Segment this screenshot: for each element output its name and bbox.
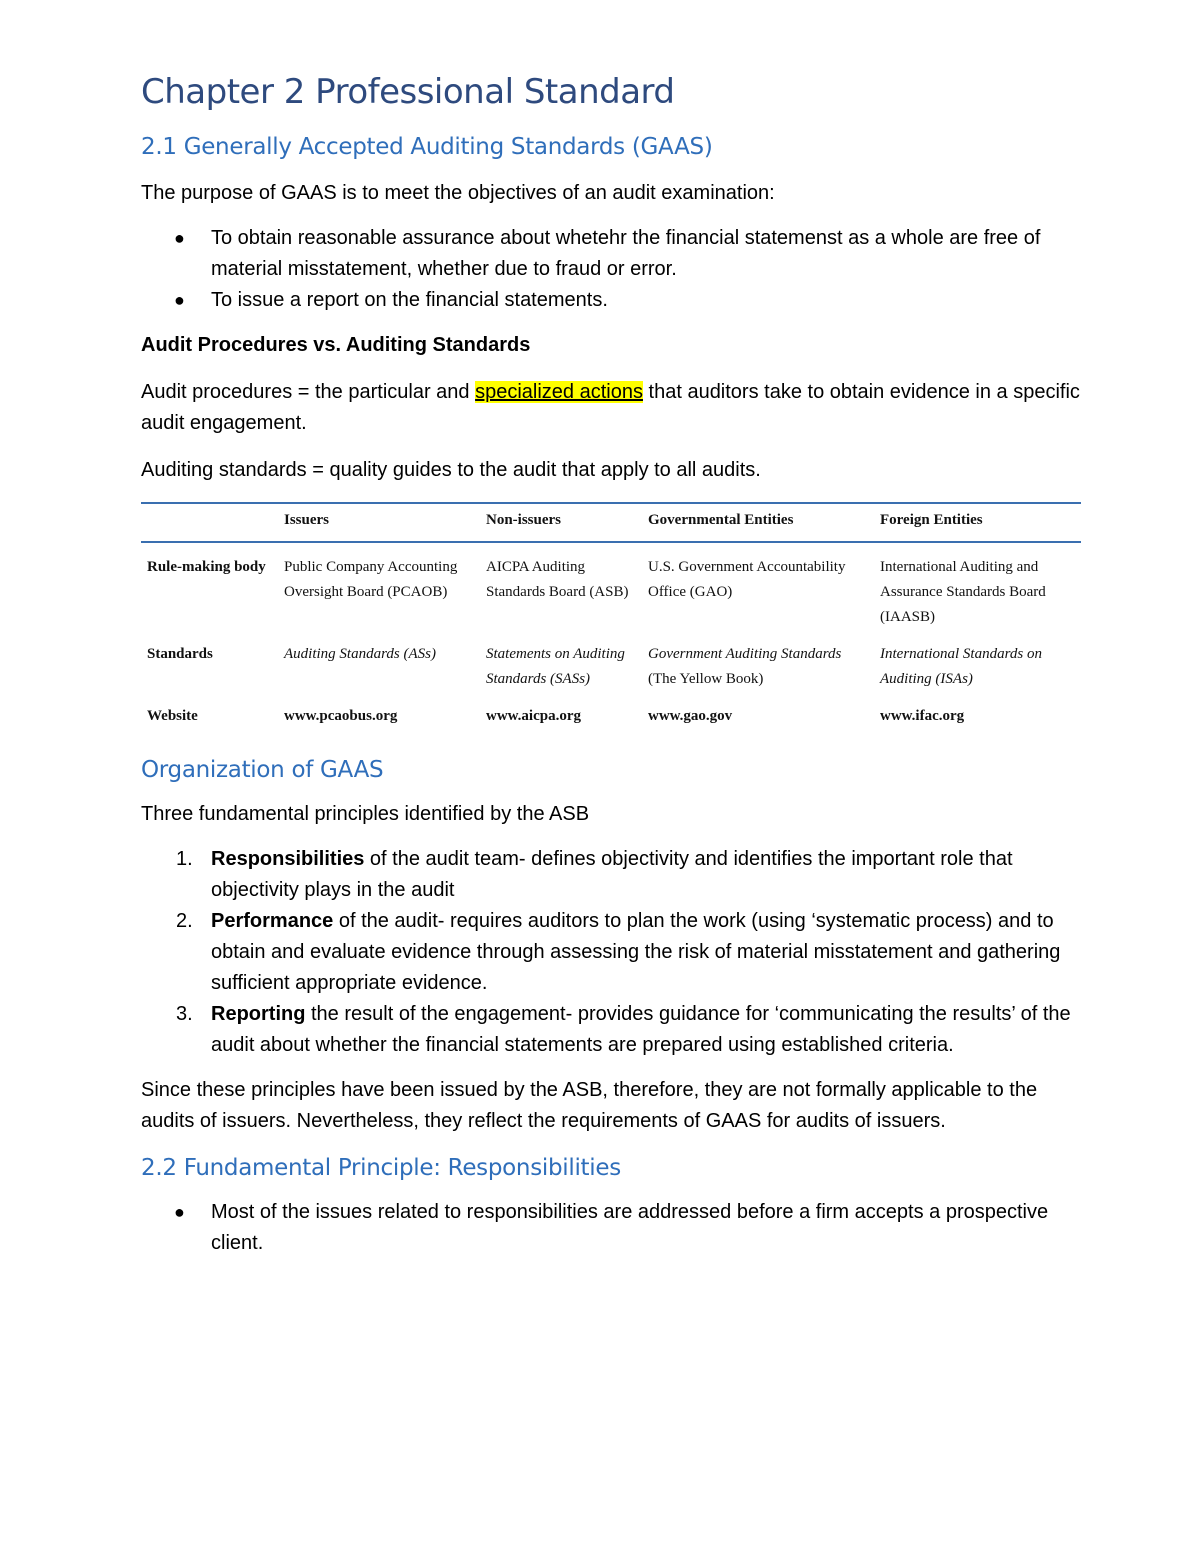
responsibilities-bullet-list: [141, 1197, 1081, 1259]
table-header-cell: Foreign Entities: [874, 503, 1081, 542]
principle-term: Performance: [211, 910, 334, 932]
standards-table: [141, 502, 1081, 735]
table-row: [141, 636, 1081, 698]
section-organization-heading: Organization of GAAS: [141, 757, 384, 783]
bullet-icon: ●: [174, 228, 185, 248]
website-link[interactable]: www.aicpa.org: [486, 708, 581, 724]
list-item: [141, 285, 1081, 316]
section-2-2-heading: 2.2 Fundamental Principle: Responsibilities: [141, 1155, 621, 1181]
list-item-text: Most of the issues related to responsibilities are addressed before a firm accepts a prospective client.: [211, 1201, 1049, 1254]
principle-term: Responsibilities: [211, 848, 365, 870]
procedures-definition-end: that auditors take to obtain evidence in a specific audit engagement.: [141, 381, 1080, 434]
chapter-title: Chapter 2 Professional Standard: [141, 72, 675, 112]
table-cell: International Standards on Auditing (ISAs): [880, 646, 1042, 687]
bullet-icon: ●: [174, 1202, 185, 1222]
table-header-cell: Non-issuers: [480, 503, 642, 542]
website-link[interactable]: www.pcaobus.org: [284, 708, 398, 724]
procedures-definition-start: Audit procedures = the particular and: [141, 381, 476, 403]
row-label: Rule-making body: [147, 559, 266, 575]
list-item-text: To obtain reasonable assurance about whetehr the financial statemenst as a whole are free of material misstatement, whether due to fraud or error.: [211, 227, 1041, 280]
bullet-icon: ●: [174, 290, 185, 310]
list-number: 3.: [176, 1003, 193, 1025]
table-cell: Statements on Auditing Standards (SASs): [486, 646, 625, 687]
principles-list: [141, 844, 1081, 1061]
list-item: [141, 844, 1081, 906]
table-row: [141, 542, 1081, 636]
page-content: [141, 72, 1081, 1259]
list-item: [141, 223, 1081, 285]
table-header-cell: Governmental Entities: [642, 503, 874, 542]
purpose-bullet-list: [141, 223, 1081, 316]
table-row: [141, 698, 1081, 735]
row-label: Standards: [147, 646, 213, 662]
list-item-text: To issue a report on the financial statements.: [211, 289, 608, 311]
table-cell: AICPA Auditing Standards Board (ASB): [486, 559, 629, 600]
table-cell: U.S. Government Accountability Office (GAO): [648, 559, 846, 600]
table-header-cell: [141, 503, 278, 542]
table-header-row: [141, 503, 1081, 542]
principle-term: Reporting: [211, 1003, 306, 1025]
section-2-1-heading: 2.1 Generally Accepted Auditing Standards (GAAS): [141, 134, 713, 160]
list-item: [141, 906, 1081, 999]
list-item: [141, 999, 1081, 1061]
table-cell: International Auditing and Assurance Standards Board (IAASB): [880, 559, 1046, 625]
organization-intro: Three fundamental principles identified by the ASB: [141, 803, 590, 825]
table-cell: Auditing Standards (ASs): [284, 646, 436, 662]
table-cell-note: (The Yellow Book): [648, 671, 764, 687]
row-label: Website: [147, 708, 198, 724]
purpose-intro: The purpose of GAAS is to meet the objectives of an audit examination:: [141, 182, 775, 204]
principle-text: of the audit- requires auditors to plan the work (using ‘systematic process) and to obtain and evaluate evidence through assessing the risk of material misstatement and gathering sufficient appropriate evidence.: [211, 910, 1061, 994]
highlighted-term: specialized actions: [475, 381, 643, 403]
procedures-subheading: Audit Procedures vs. Auditing Standards: [141, 334, 531, 356]
principle-text: the result of the engagement- provides guidance for ‘communicating the results’ of the audit about whether the financial statements are prepared using established criteria.: [211, 1003, 1071, 1056]
list-number: 1.: [176, 848, 193, 870]
table-header-cell: Issuers: [278, 503, 480, 542]
website-link[interactable]: www.ifac.org: [880, 708, 965, 724]
standards-definition: Auditing standards = quality guides to the audit that apply to all audits.: [141, 459, 761, 481]
list-item: [141, 1197, 1081, 1259]
organization-closing: Since these principles have been issued by the ASB, therefore, they are not formally applicable to the audits of issuers. Nevertheless, they reflect the requirements of GAAS for audits of issuers.: [141, 1079, 1038, 1132]
table-cell: [642, 636, 874, 698]
website-link[interactable]: www.gao.gov: [648, 708, 733, 724]
procedures-definition: [141, 377, 1081, 439]
table-cell-italic: Government Auditing Standards: [648, 646, 842, 662]
list-number: 2.: [176, 910, 193, 932]
principle-text: of the audit team- defines objectivity and identifies the important role that objectivity plays in the audit: [211, 848, 1013, 901]
table-cell: Public Company Accounting Oversight Board (PCAOB): [284, 559, 458, 600]
